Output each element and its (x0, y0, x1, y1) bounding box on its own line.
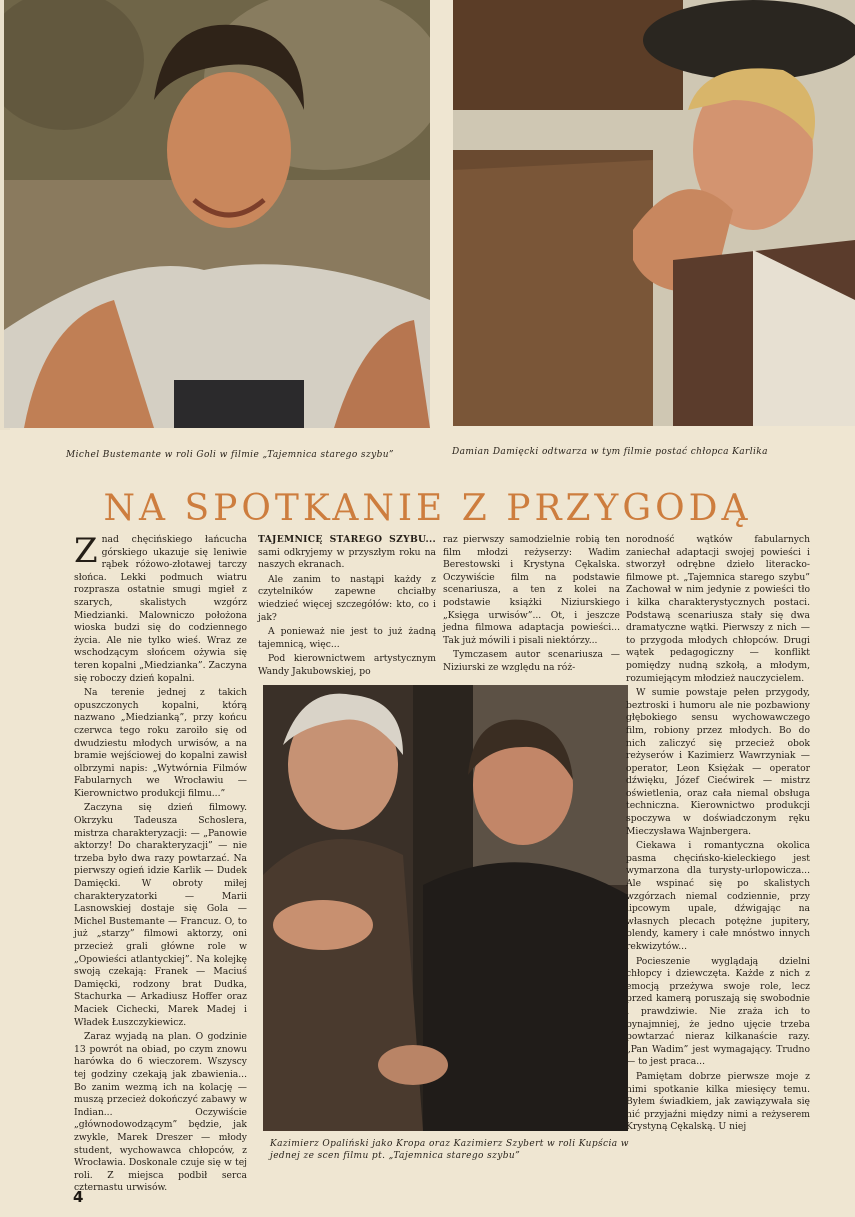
dropcap-letter: Z (74, 531, 98, 571)
article-paragraph: nad chęcińskiego łańcucha górskiego ukazuje się leniwie rąbek różowo-złotawej tarczy słońca. Lekki podmuch wiatru rozprasza ostatnie smugi mgieł z szarych, skalistych wzgórz Miedzianki. Malowniczo położona wioska budzi się do codziennego życia. Ale nie tylko wieś. Wraz ze wschodzącym słońcem ożywia się teren kopalni „Miedzianka”. Zaczyna się roboczy dzień kopalni. (74, 534, 247, 684)
article-column-2 (258, 534, 436, 681)
article-headline: NA SPOTKANIE Z PRZYGODĄ (103, 488, 752, 529)
article-paragraph: Na terenie jednej z takich opuszczonych kopalni, którą nazwano „Miedzianką”, przy końcu czerwca tego roku zaroiło się od dwudziestu młodych urwisów, a na bramie wejściowej do kopalni zawisł olbrzymi napis: „Wytwórnia Filmów Fabularnych we Wrocławiu — Kierownictwo produkcji filmu...” (74, 687, 247, 799)
photo-damian-damiecki (453, 0, 855, 426)
caption-right-photo: Damian Damięcki odtwarza w tym filmie postać chłopca Karlika (452, 447, 768, 457)
photo-film-scene (263, 685, 628, 1131)
page-number: 4 (73, 1188, 84, 1206)
article-paragraph: Zaczyna się dzień filmowy. Okrzyku Tadeusza Schoslera, mistrza charakteryzacji: — „Panowie aktorzy! Do charakteryzacji” — nie trzeba było dwa razy powtarzać. Na pierwszy ogień idzie Karlik — Dudek Damięcki. W obroty miłej charakteryzatorki — Marii Lasnowskiej dostaje się Gola — Michel Bustemante — Francuz. O, to już „starzy” filmowi aktorzy, oni przecież grali główne role w „Opowieści atlantyckiej”. Na kolejkę swoją czekają: Franek — Maciuś Damięcki, rodzony brat Dudka, Stachurka — Arkadiusz Hoffer oraz Maciek Cichecki, Marek Madej i Władek Łuszczykiewicz. (74, 802, 247, 1028)
article-paragraph: Pod kierownictwem artystycznym Wandy Jakubowskiej, po (258, 653, 436, 677)
article-paragraph: Zaraz wyjadą na plan. O godzinie 13 powrót na obiad, po czym znowu harówka do 6 wieczorem. Wszyscy tej godziny czekają jak zbawienia... Bo zanim wezmą ich na kolację — muszą przecież dokończyć zabawy w Indian... Oczywiście „głównodowodzącym” będzie, jak zwykle, Marek Dreszer — młody student, wychowawca chłopców, z Wrocławia. Doskonale czuje się w tej roli. Z miejsca podbił serca czternastu urwisów. (74, 1031, 247, 1194)
article-paragraph: Pocieszenie wyglądają dzielni chłopcy i dziewczęta. Każde z nich z emocją przeżywa swoje role, lecz przed kamerą poruszają się swobodnie i prawdziwie. Nie zraża ich to bynajmniej, że jedno ujęcie trzeba powtarzać nieraz kilkanaście razy. „Pan Wadim” jest wymagający. Trudno — to jest praca... (626, 955, 810, 1068)
article-paragraph: Tymczasem autor scenariusza — Niziurski ze względu na róż- (443, 649, 620, 673)
article-paragraph: A ponieważ nie jest to już żadną tajemnicą, więc... (258, 626, 436, 650)
article-paragraph: Ale zanim to nastąpi każdy z czytelników zapewne chciałby wiedzieć więcej szczegółów: kto, co i jak? (258, 573, 436, 623)
article-paragraph: Ciekawa i romantyczna okolica pasma chęcińsko-kieleckiego jest wymarzona dla turysty-urlopowicza... Ale wspinać się po skalistych wzgórzach niemal codziennie, przy lipcowym upale, dźwigając na własnych plecach potężne jupitery, blendy, kamery i całe mnóstwo innych rekwizytów... (626, 840, 810, 952)
article-lead (258, 534, 436, 572)
article-lead-bold: TAJEMNICĘ STAREGO SZYBU... (258, 534, 436, 545)
article-lead-rest: sami odkryjemy w przyszłym roku na naszych ekranach. (258, 546, 436, 571)
article-paragraph: Pamiętam dobrze pierwsze moje z nimi spotkanie kilka miesięcy temu. Byłem świadkiem, jak zawiązywała się nić przyjaźni między nimi a reżyserem Krystyną Cękalską. U niej (626, 1070, 810, 1133)
photo-michel-bustemante (4, 0, 430, 428)
article-paragraph: W sumie powstaje pełen przygody, beztroski i humoru ale nie pozbawiony głębokiego sensu wychowawczego film, robiony przez młodych. Bo do nich zaliczyć się przecież obok reżyserów i Kazimierz Wawrzyniak — operator, Leon Księżak — operator dźwięku, Józef Ciećwirek — mistrz oświetlenia, oraz cała niemal obsługa techniczna. Kierownictwo produkcji spoczywa w doświadczonym ręku Mieczysława Wajnbergera. (626, 687, 810, 837)
article-paragraph: norodność wątków fabularnych zaniechał adaptacji swojej powieści i stworzył odrębne dzieło literacko-filmowe pt. „Tajemnica starego szybu” Zachował w nim jedynie z powieści tło i kilka charakterystycznych postaci. Podstawą scenariusza stały się dwa dramatyczne wątki. Pierwszy z nich — to przygoda młodych chłopców. Drugi wątek pedagogiczny — konflikt pomiędzy nudną szkołą, a młodym, rozumiejącym młodzież nauczycielem. (626, 534, 810, 684)
article-column-1 (74, 531, 247, 1197)
article-column-4 (626, 534, 810, 1136)
article-paragraph: raz pierwszy samodzielnie robią ten film młodzi reżyserzy: Wadim Berestowski i Krystyna Cękalska. Oczywiście film na podstawie scenariusza, a ten z kolei na podstawie książki Niziurskiego „Księga urwisów”... Ot, i jeszcze jedna filmowa adaptacja powieści... Tak już mówili i pisali niektórzy... (443, 534, 620, 646)
article-column-3 (443, 534, 620, 677)
caption-middle-photo: Kazimierz Opaliński jako Kropa oraz Kazimierz Szybert w roli Kupścia w jednej ze scen filmu pt. „Tajemnica starego szybu” (270, 1139, 629, 1161)
caption-left-photo: Michel Bustemante w roli Goli w filmie „Tajemnica starego szybu” (66, 450, 394, 460)
